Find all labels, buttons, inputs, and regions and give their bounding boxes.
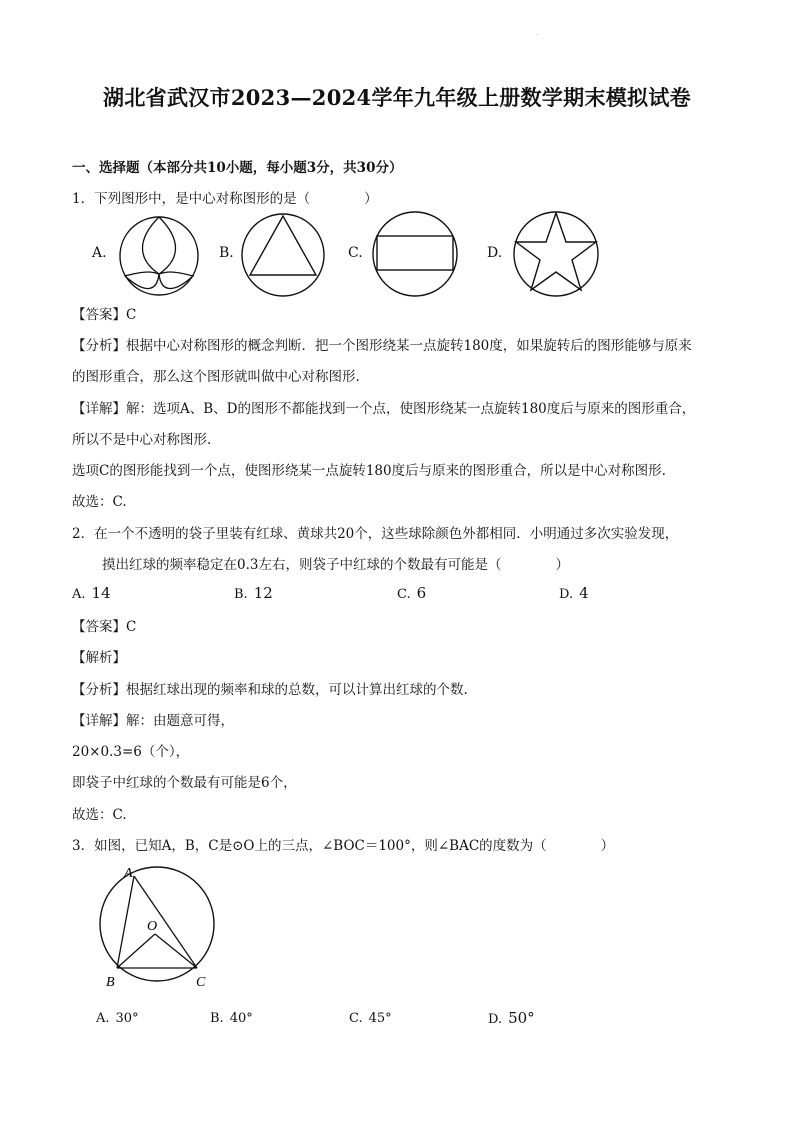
- q2-option-a: [72, 584, 111, 602]
- q3-option-c-label: C.: [349, 1011, 363, 1026]
- q1-analysis-line2: 的图形重合，那么这个图形就叫做中心对称图形.: [72, 369, 360, 385]
- page-title: 湖北省武汉市2023—2024学年九年级上册数学期末模拟试卷: [103, 85, 691, 110]
- q1-stem: 1．下列图形中，是中心对称图形的是（ ）: [72, 191, 378, 207]
- q2-option-d-value: 4: [579, 584, 589, 602]
- q2-detail-line1: 【详解】解：由题意可得，: [72, 713, 234, 729]
- q3-label-a: A: [124, 866, 133, 881]
- q1-option-d-label: D.: [487, 245, 503, 261]
- q2-option-c: [397, 584, 426, 602]
- q2-stem-line2: 摸出红球的频率稳定在0.3左右，则袋子中红球的个数最有可能是（ ）: [102, 557, 569, 573]
- q1-figure-c: [368, 208, 462, 300]
- q2-option-c-value: 6: [416, 584, 427, 602]
- q3-label-b: B: [106, 975, 115, 990]
- q1-figure-a: [117, 214, 201, 298]
- q3-label-o: O: [147, 919, 158, 934]
- q1-detail-line3: 选项C的图形能找到一个点，使图形绕某一点旋转180度后与原来的图形重合，所以是中心对称图形.: [72, 463, 666, 479]
- q1-option-c-label: C.: [348, 245, 363, 261]
- q3-option-a-label: A.: [96, 1011, 110, 1026]
- q1-analysis-line1: 【分析】根据中心对称图形的概念判断．把一个图形绕某一点旋转180度，如果旋转后的图形能够与原来: [72, 338, 692, 354]
- q3-circle-figure: [96, 862, 226, 992]
- q1-answer: 【答案】C: [72, 307, 137, 323]
- q2-option-c-label: C.: [397, 587, 411, 602]
- q1-detail-line2: 所以不是中心对称图形.: [72, 432, 212, 448]
- q2-stem-line1: 2．在一个不透明的袋子里装有红球、黄球共20个，这些球除颜色外都相同．小明通过多次实验发现，: [72, 526, 679, 542]
- q2-detail-line3: 即袋子中红球的个数最有可能是6个，: [72, 775, 297, 791]
- q2-option-d: [559, 584, 589, 602]
- q1-conclusion: 故选：C.: [72, 494, 127, 510]
- q3-option-c-value: 45°: [368, 1011, 392, 1026]
- q2-analysis: 【分析】根据红球出现的频率和球的总数，可以计算出红球的个数.: [72, 682, 468, 698]
- q2-option-b-value: 12: [253, 584, 273, 602]
- q2-conclusion: 故选：C.: [72, 807, 127, 823]
- q3-option-c: [349, 1011, 392, 1026]
- q3-label-c: C: [196, 975, 206, 990]
- q1-option-b-label: B.: [219, 245, 234, 261]
- q2-option-b-label: B.: [234, 587, 248, 602]
- section-heading: 一、选择题（本部分共10小题，每小题3分，共30分）: [72, 160, 403, 176]
- q3-option-a-value: 30°: [115, 1011, 139, 1026]
- q3-option-d-label: D.: [488, 1012, 503, 1027]
- q2-jiexi: 【解析】: [72, 650, 126, 666]
- q3-stem: 3．如图，已知A，B，C是⊙O上的三点，∠BOC＝100°，则∠BAC的度数为（ ）: [72, 838, 615, 854]
- q3-option-b-label: B.: [210, 1011, 224, 1026]
- q2-option-a-value: 14: [91, 584, 111, 602]
- q1-figure-d: [510, 208, 602, 300]
- q2-option-d-label: D.: [559, 587, 574, 602]
- q3-option-b: [210, 1011, 253, 1026]
- q1-detail-line1: 【详解】解：选项A、B、D的图形不都能找到一个点，使图形绕某一点旋转180度后与原来的图形重合，: [72, 401, 696, 417]
- q2-answer: 【答案】C: [72, 619, 137, 635]
- q2-option-b: [234, 584, 273, 602]
- q2-option-a-label: A.: [72, 587, 86, 602]
- q3-option-d: [488, 1009, 535, 1027]
- header-mark: .: [536, 30, 538, 37]
- q1-option-a-label: A.: [92, 245, 107, 261]
- q1-figure-b: [238, 210, 328, 300]
- q3-option-d-value: 50°: [508, 1009, 535, 1027]
- q3-option-a: [96, 1011, 139, 1026]
- q2-detail-line2: 20×0.3=6（个），: [72, 744, 190, 760]
- q3-option-b-value: 40°: [229, 1011, 253, 1026]
